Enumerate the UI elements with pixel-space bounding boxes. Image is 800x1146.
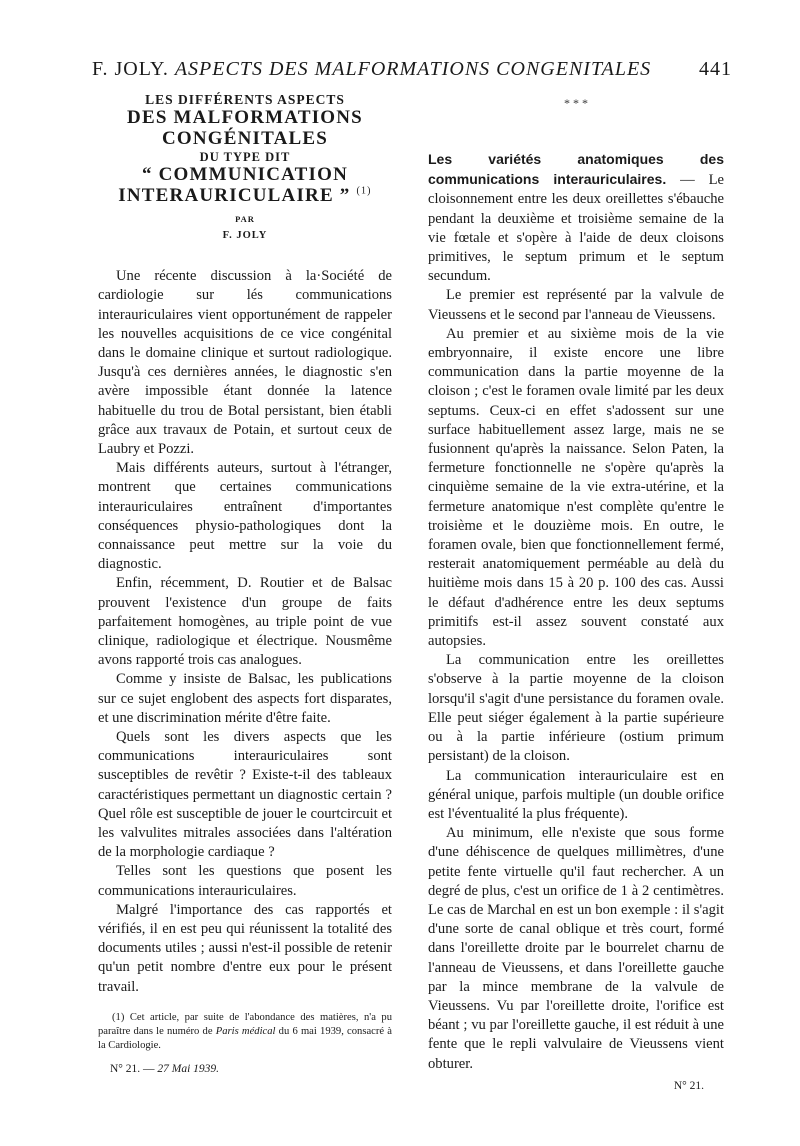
issue-number: N° 21. xyxy=(110,1062,141,1075)
footnote-text xyxy=(98,1011,392,1053)
left-column xyxy=(98,90,392,1075)
title-line-2: DES MALFORMATIONS xyxy=(127,107,363,129)
running-head xyxy=(92,58,732,81)
left-paragraph: Enfin, récemment, D. Routier et de Balsac prouvent l'existence d'un groupe de faits parfaitement homogènes, au triple point de vue clinique, radiologique et électrique. Nousmême avons rapporté trois cas analogues. xyxy=(98,575,392,669)
left-paragraph: Telles sont les questions que posent les communications interauriculaires. xyxy=(98,863,392,899)
issue-dash: — xyxy=(143,1062,155,1075)
footnote-journal: Paris médical xyxy=(215,1025,276,1037)
issue-date: 27 Mai 1939. xyxy=(157,1062,220,1075)
right-paragraph: Au premier et au sixième mois de la vie embryonnaire, il existe encore une libre communication dans la partie moyenne de la cloison ; c'est le foramen ovale limité par les deux septums. Ceux-ci en effet s'adossent sur une surface habituellement assez large, mais ne se fusionnent qu'après la naissance. Selon Paten, la fermeture fonctionnelle ne s'opère qu'après la cinquième semaine de la vie extra-utérine, et la fermeture anatomique n'est complète qu'entre le troisième et le douzième mois. En outre, le foramen ovale, bien que fonctionnellement fermé, resterait anatomiquement perméable au delà du huitième mois dans 15 à 20 p. 100 des cas. Aussi le défaut d'adhérence entre les deux septums primitifs est-il assez souvent constaté aux autopsies. xyxy=(428,325,724,650)
section-heading: Les variétés anatomiques des communications interauriculaires. xyxy=(428,151,724,188)
left-body xyxy=(98,267,392,997)
footnote-ref: (1) xyxy=(356,185,372,197)
section-paragraph xyxy=(428,150,724,286)
left-paragraph: Quels sont les divers aspects que les communications interauriculaires sont susceptibles de revêtir ? Existe-t-il des tableaux caractéristiques permettant un diagnostic certain ? Quel rôle est susceptible de jouer le courtcircuit et les valvulites mitrales associées dans l'altération de la morphologie cardiaque ? xyxy=(98,729,392,861)
footnote-prefix: (1) Cet article, par suite de l'abondance des matières, n'a pu paraître dans le numéro de xyxy=(98,1011,392,1037)
byline-par: PAR xyxy=(235,214,255,225)
left-paragraph: Malgré l'importance des cas rapportés et vérifiés, il en est peu qui réunissent la totalité des documents utiles ; aussi n'est-il possible de retenir qu'un petit nombre d'entre eux pour le présent travail. xyxy=(98,901,392,995)
right-paragraph: Le premier est représenté par la valvule de Vieussens et le second par l'anneau de Vieussens. xyxy=(428,287,724,323)
footnote-suffix: du 6 mai 1939, consacré à la Cardiologie. xyxy=(98,1025,392,1051)
right-column xyxy=(428,90,724,1092)
article-title xyxy=(98,92,392,206)
issue-line xyxy=(98,1063,392,1075)
right-footer: N° 21. xyxy=(673,1079,704,1092)
title-line-6: INTERAURICULAIRE ” xyxy=(118,184,351,206)
right-body xyxy=(428,150,724,1074)
right-paragraph: Au minimum, elle n'existe que sous forme d'une déhiscence de quelques millimètres, d'une petite fente virtuelle qu'il faut rechercher. A un degré de plus, c'est un orifice de 1 à 2 centimètres. Le cas de Marchal en est un bon exemple : il s'agit d'une sorte de canal oblique et très court, formé dans l'oreillette droite par le bourrelet charnu de l'anneau de Vieussens, et dans l'oreillette gauche par la mince membrane de la valvule de Vieussens. Vu par l'oreillette droite, l'orifice est béant ; vu par l'oreillette gauche, il est réduit à une fente que le repli valvulaire de Vieussens vient obturer. xyxy=(428,825,724,1072)
page-number: 441 xyxy=(699,58,732,80)
left-paragraph: Comme y insiste de Balsac, les publications sur ce sujet englobent des aspects fort disparates, et une discrimination mérite d'être faite. xyxy=(98,671,392,726)
title-line-4: DU TYPE DIT xyxy=(199,149,291,164)
right-paragraph: La communication entre les oreillettes s'observe à la partie moyenne de la cloison lorsqu'il s'agit d'une persistance du foramen ovale. Elle peut siéger également à la partie supérieure ou à la partie inférieure (ostium primum persistant) de la cloison. xyxy=(428,652,724,765)
title-line-5: “ COMMUNICATION xyxy=(141,163,349,185)
title-line-6-wrap xyxy=(98,185,392,206)
byline-author: F. JOLY xyxy=(222,230,268,242)
title-line-1: LES DIFFÉRENTS ASPECTS xyxy=(145,92,345,107)
running-head-title: ASPECTS DES MALFORMATIONS CONGENITALES xyxy=(174,58,652,80)
right-paragraph: La communication interauriculaire est en général unique, parfois multiple (un double orifice est l'éventualité la plus fréquente). xyxy=(428,767,724,822)
left-paragraph: Une récente discussion à la·Société de cardiologie sur lés communications interauriculaires vient opportunément de rappeler les nouvelles acquisitions de ce vice congénital dans le domaine clinique et surtout radiologique. Jusqu'à ces dernières années, le diagnostic s'en avère impossible étant donnée la latence habituelle du trou de Botal persistant, bien établi grâce aux travaux de Potain, et surtout ceux de Laubry et Pozzi. xyxy=(98,268,392,457)
asterism: * * * xyxy=(564,96,588,110)
running-head-author: F. JOLY. xyxy=(92,58,169,80)
footnote xyxy=(98,1011,392,1053)
section-intro: — Le cloisonnement entre les deux oreillettes s'ébauche pendant la deuxième et troisième semaine de la vie fœtale et s'opère à l'aide de deux cloisons primitives, le septum primum et le septum secundum. xyxy=(428,172,724,285)
left-paragraph: Mais différents auteurs, surtout à l'étranger, montrent que certaines communications interauriculaires entraînent d'importantes conséquences physio-pathologiques dont la connaissance peut mettre sur la voie du diagnostic. xyxy=(98,460,392,573)
title-line-3: CONGÉNITALES xyxy=(161,128,329,150)
